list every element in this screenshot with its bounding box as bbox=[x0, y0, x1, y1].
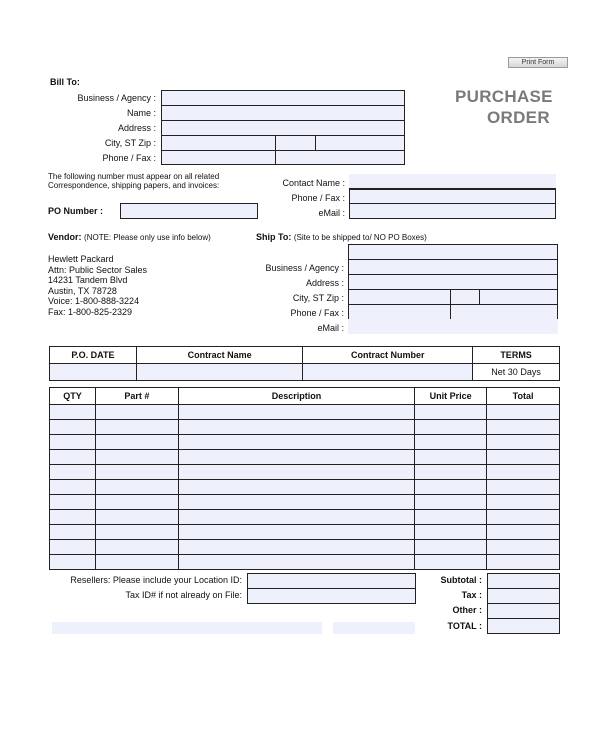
subtotal-label: Subtotal : bbox=[440, 575, 482, 585]
qty-cell[interactable] bbox=[50, 495, 96, 510]
resellers-label: Resellers: Please include your Location ID: bbox=[70, 575, 242, 585]
table-row bbox=[50, 510, 560, 525]
description-cell[interactable] bbox=[178, 555, 415, 570]
ship-business-label: Business / Agency : bbox=[265, 263, 344, 273]
total-cell[interactable] bbox=[487, 540, 560, 555]
part-cell[interactable] bbox=[95, 420, 178, 435]
vendor-line: Austin, TX 78728 bbox=[48, 285, 117, 296]
other-label: Other : bbox=[452, 605, 482, 615]
total-cell[interactable] bbox=[487, 555, 560, 570]
subtotal-field[interactable] bbox=[487, 573, 560, 589]
col-unit-price: Unit Price bbox=[415, 388, 487, 405]
ship-address-label: Address : bbox=[305, 278, 344, 288]
table-row bbox=[50, 540, 560, 555]
unit-price-cell[interactable] bbox=[415, 435, 487, 450]
page-title-line2: ORDER bbox=[487, 108, 550, 127]
col-po-date: P.O. DATE bbox=[50, 347, 137, 364]
ship-zip-field[interactable] bbox=[479, 289, 558, 305]
part-cell[interactable] bbox=[95, 540, 178, 555]
page-title-line1: PURCHASE bbox=[455, 87, 553, 106]
notice-line2: Correspondence, shipping papers, and invoices: bbox=[48, 181, 220, 190]
description-cell[interactable] bbox=[178, 495, 415, 510]
bill-business-label: Business / Agency : bbox=[77, 93, 156, 103]
ship-city-field[interactable] bbox=[348, 289, 451, 305]
unit-price-cell[interactable] bbox=[415, 420, 487, 435]
total-label: TOTAL : bbox=[447, 621, 482, 631]
col-part: Part # bbox=[95, 388, 178, 405]
part-cell[interactable] bbox=[95, 405, 178, 420]
vendor-heading-row bbox=[48, 232, 211, 243]
table-row bbox=[50, 525, 560, 540]
col-contract-name: Contract Name bbox=[136, 347, 303, 364]
ship-to-note: (Site to be shipped to/ NO PO Boxes) bbox=[293, 233, 427, 242]
description-cell[interactable] bbox=[178, 435, 415, 450]
contact-phone-field[interactable] bbox=[349, 189, 556, 204]
print-form-button[interactable]: Print Form bbox=[508, 57, 568, 68]
contact-phone-label: Phone / Fax : bbox=[291, 193, 345, 203]
ship-phone-field[interactable] bbox=[348, 304, 451, 320]
qty-cell[interactable] bbox=[50, 555, 96, 570]
vendor-line: 14231 Tandem Blvd bbox=[48, 275, 128, 285]
bill-name-label: Name : bbox=[126, 108, 156, 118]
bill-name-field[interactable] bbox=[161, 105, 405, 121]
qty-cell[interactable] bbox=[50, 420, 96, 435]
table-row bbox=[50, 465, 560, 480]
ship-email-field[interactable] bbox=[348, 319, 558, 334]
ship-phone-label: Phone / Fax : bbox=[290, 308, 344, 318]
contract-number-field[interactable] bbox=[303, 364, 473, 381]
vendor-note: (NOTE: Please only use info below) bbox=[84, 233, 211, 242]
table-row bbox=[50, 435, 560, 450]
bill-business-field[interactable] bbox=[161, 90, 405, 106]
table-row bbox=[50, 495, 560, 510]
qty-cell[interactable] bbox=[50, 435, 96, 450]
qty-cell[interactable] bbox=[50, 450, 96, 465]
total-cell[interactable] bbox=[487, 525, 560, 540]
po-date-field[interactable] bbox=[50, 364, 137, 381]
col-total: Total bbox=[487, 388, 560, 405]
bill-phone-label: Phone / Fax : bbox=[102, 153, 156, 163]
table-row bbox=[50, 480, 560, 495]
unit-price-cell[interactable] bbox=[415, 405, 487, 420]
description-cell[interactable] bbox=[178, 525, 415, 540]
qty-cell[interactable] bbox=[50, 405, 96, 420]
unit-price-cell[interactable] bbox=[415, 450, 487, 465]
description-cell[interactable] bbox=[178, 540, 415, 555]
qty-cell[interactable] bbox=[50, 465, 96, 480]
po-number-field[interactable] bbox=[120, 203, 258, 219]
total-cell[interactable] bbox=[487, 465, 560, 480]
ship-fax-field[interactable] bbox=[450, 304, 558, 320]
unit-price-cell[interactable] bbox=[415, 510, 487, 525]
signature-field[interactable] bbox=[52, 622, 322, 634]
col-qty: QTY bbox=[50, 388, 96, 405]
part-cell[interactable] bbox=[95, 495, 178, 510]
terms-value: Net 30 Days bbox=[473, 364, 560, 381]
ship-name-top-field[interactable] bbox=[348, 244, 558, 260]
col-description: Description bbox=[178, 388, 415, 405]
contact-email-label: eMail : bbox=[318, 208, 345, 218]
vendor-line: Fax: 1-800-825-2329 bbox=[48, 306, 133, 317]
col-contract-number: Contract Number bbox=[303, 347, 473, 364]
other-field[interactable] bbox=[487, 603, 560, 619]
total-cell[interactable] bbox=[487, 435, 560, 450]
total-cell[interactable] bbox=[487, 405, 560, 420]
part-cell[interactable] bbox=[95, 555, 178, 570]
bill-phone-field[interactable] bbox=[161, 150, 276, 165]
col-terms: TERMS bbox=[473, 347, 560, 364]
part-cell[interactable] bbox=[95, 510, 178, 525]
contact-name-label: Contact Name : bbox=[282, 178, 345, 188]
unit-price-cell[interactable] bbox=[415, 480, 487, 495]
tax-id-field[interactable] bbox=[247, 588, 416, 604]
qty-cell[interactable] bbox=[50, 510, 96, 525]
contract-name-field[interactable] bbox=[136, 364, 303, 381]
description-cell[interactable] bbox=[178, 420, 415, 435]
contact-name-field[interactable] bbox=[349, 174, 556, 189]
ship-state-field[interactable] bbox=[450, 289, 480, 305]
total-cell[interactable] bbox=[487, 510, 560, 525]
bill-state-field[interactable] bbox=[275, 135, 316, 151]
bill-zip-field[interactable] bbox=[315, 135, 405, 151]
bill-fax-field[interactable] bbox=[275, 150, 405, 165]
total-cell[interactable] bbox=[487, 495, 560, 510]
description-cell[interactable] bbox=[178, 465, 415, 480]
location-id-field[interactable] bbox=[247, 573, 416, 589]
total-cell[interactable] bbox=[487, 480, 560, 495]
notice-line1: The following number must appear on all related bbox=[48, 172, 220, 181]
qty-cell[interactable] bbox=[50, 525, 96, 540]
description-cell[interactable] bbox=[178, 405, 415, 420]
ship-to-heading: Ship To: bbox=[256, 232, 292, 242]
tax-field[interactable] bbox=[487, 588, 560, 604]
vendor-line: Hewlett Packard bbox=[48, 254, 114, 264]
bill-address-field[interactable] bbox=[161, 120, 405, 136]
table-row bbox=[50, 555, 560, 570]
table-row bbox=[50, 450, 560, 465]
vendor-line: Voice: 1-800-888-3224 bbox=[48, 296, 140, 306]
part-cell[interactable] bbox=[95, 525, 178, 540]
part-cell[interactable] bbox=[95, 465, 178, 480]
bill-city-label: City, ST Zip : bbox=[104, 138, 156, 148]
ship-city-label: City, ST Zip : bbox=[292, 293, 344, 303]
ship-business-field[interactable] bbox=[348, 259, 558, 275]
po-info-table bbox=[49, 346, 560, 381]
bill-city-field[interactable] bbox=[161, 135, 276, 151]
po-number-label: PO Number : bbox=[48, 206, 104, 216]
ship-address-field[interactable] bbox=[348, 274, 558, 290]
tax-id-label: Tax ID# if not already on File: bbox=[125, 590, 242, 600]
signature-date-field[interactable] bbox=[333, 622, 415, 634]
part-cell[interactable] bbox=[95, 450, 178, 465]
bill-to-heading: Bill To: bbox=[50, 77, 80, 87]
unit-price-cell[interactable] bbox=[415, 495, 487, 510]
qty-cell[interactable] bbox=[50, 480, 96, 495]
description-cell[interactable] bbox=[178, 510, 415, 525]
qty-cell[interactable] bbox=[50, 540, 96, 555]
table-row bbox=[50, 420, 560, 435]
tax-label: Tax : bbox=[461, 590, 482, 600]
description-cell[interactable] bbox=[178, 450, 415, 465]
part-cell[interactable] bbox=[95, 480, 178, 495]
vendor-address-block bbox=[48, 254, 147, 317]
unit-price-cell[interactable] bbox=[415, 540, 487, 555]
unit-price-cell[interactable] bbox=[415, 525, 487, 540]
unit-price-cell[interactable] bbox=[415, 465, 487, 480]
total-cell[interactable] bbox=[487, 420, 560, 435]
ship-to-heading-row bbox=[256, 232, 427, 243]
unit-price-cell[interactable] bbox=[415, 555, 487, 570]
vendor-line: Attn: Public Sector Sales bbox=[48, 264, 148, 275]
bill-address-label: Address : bbox=[117, 123, 156, 133]
contact-email-field[interactable] bbox=[349, 203, 556, 219]
part-cell[interactable] bbox=[95, 435, 178, 450]
total-field[interactable] bbox=[487, 618, 560, 634]
total-cell[interactable] bbox=[487, 450, 560, 465]
description-cell[interactable] bbox=[178, 480, 415, 495]
ship-email-label: eMail : bbox=[317, 323, 344, 333]
table-row bbox=[50, 405, 560, 420]
vendor-heading: Vendor: bbox=[48, 232, 82, 242]
line-items-table bbox=[49, 387, 560, 570]
